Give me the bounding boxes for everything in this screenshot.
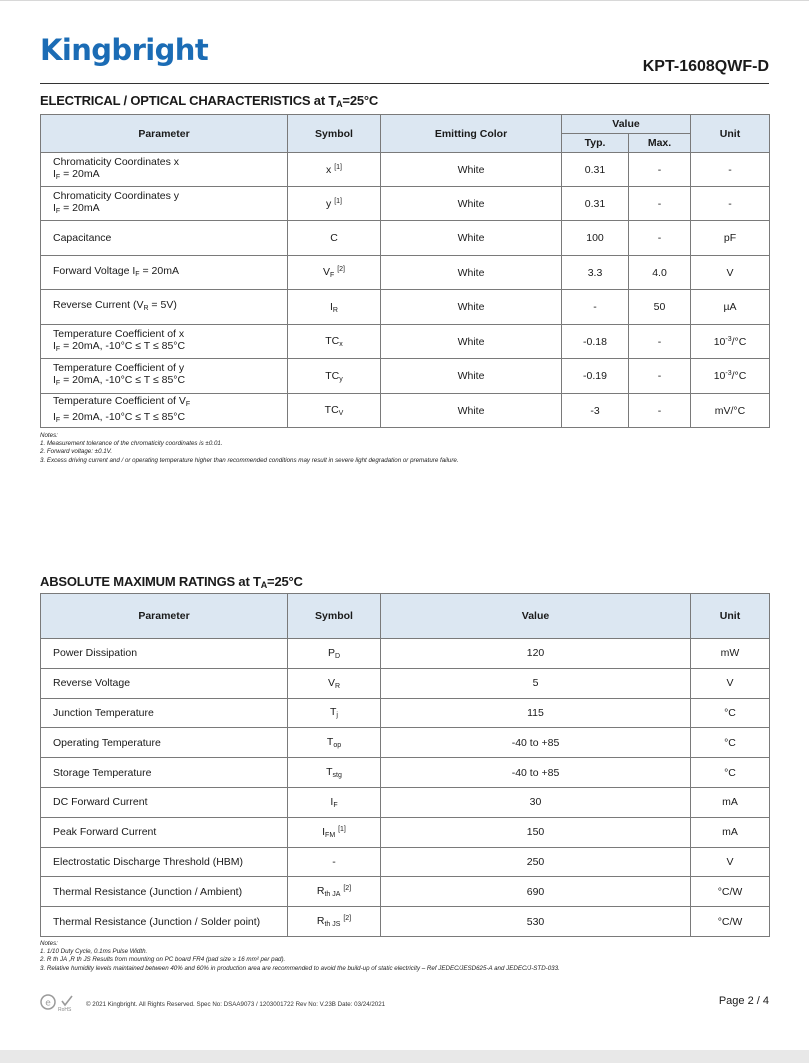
copyright-text: © 2021 Kingbright. All Rights Reserved. Spec No: DSAA9073 / 1203001722 Rev No: V.23B Date: 03/24/2021	[86, 1001, 386, 1008]
note-line: 1. 1/10 Duty Cycle, 0.1ms Pulse Width.	[40, 948, 148, 956]
parameter-cell: Thermal Resistance (Junction / Ambient)	[41, 877, 288, 907]
part-number: KPT-1608QWF-D	[642, 58, 769, 75]
unit-cell: °C	[691, 698, 770, 728]
text: = 5V)	[148, 299, 177, 311]
bottom-bar	[0, 1050, 809, 1063]
parameter-line	[53, 265, 287, 281]
symbol-cell	[288, 256, 381, 290]
subscript: y	[339, 375, 343, 383]
header-unit: Unit	[691, 115, 770, 153]
subscript: D	[334, 652, 341, 660]
text: 10	[713, 335, 726, 348]
subscript: R	[332, 306, 338, 314]
parameter-cell: DC Forward Current	[41, 787, 288, 817]
text: I	[53, 410, 56, 423]
parameter-cell: Power Dissipation	[41, 639, 288, 669]
typ-cell: -3	[562, 394, 629, 428]
absolute-maximum-ratings-table	[40, 593, 770, 937]
parameter-line	[53, 299, 287, 315]
table-row	[41, 728, 770, 758]
parameter-cell: Electrostatic Discharge Threshold (HBM)	[41, 847, 288, 877]
superscript: [1]	[338, 825, 346, 833]
symbol-cell	[288, 221, 381, 256]
parameter-line	[53, 190, 287, 202]
unit-cell: °C	[691, 758, 770, 788]
text: I	[53, 339, 56, 352]
table-row	[41, 256, 770, 290]
text: x	[326, 163, 332, 176]
text: Temperature Coefficient of x	[53, 327, 185, 340]
table-row	[41, 817, 770, 847]
text: pF	[723, 232, 737, 244]
text: Capacitance	[53, 232, 112, 244]
unit-cell	[691, 153, 770, 187]
text: I	[53, 167, 56, 180]
text: = 20mA	[139, 264, 179, 277]
symbol-cell	[288, 325, 381, 359]
max-cell: -	[629, 153, 691, 187]
header-symbol: Symbol	[288, 594, 381, 639]
parameter-cell: Reverse Voltage	[41, 668, 288, 698]
parameter-condition	[53, 411, 287, 427]
parameter-cell	[41, 290, 288, 325]
table-row	[41, 394, 770, 428]
unit-cell	[691, 256, 770, 290]
color-cell: White	[381, 256, 562, 290]
page-number: Page 2 / 4	[718, 995, 769, 1007]
unit-cell	[691, 325, 770, 359]
symbol-cell	[288, 668, 381, 698]
text: mV/°C	[714, 404, 746, 417]
text: = 20mA, -10°C ≤ T ≤ 85°C	[60, 374, 186, 386]
absolute-ratings-title: ABSOLUTE MAXIMUM RATINGS at $T_A=25^\circ C$	[40, 574, 303, 590]
text: T	[330, 706, 337, 719]
text: I	[322, 825, 326, 838]
symbol-cell	[288, 639, 381, 669]
subscript: F	[55, 416, 61, 424]
parameter-condition	[53, 374, 287, 390]
text: = 20mA, -10°C ≤ T ≤ 85°C	[60, 410, 186, 423]
superscript: [2]	[343, 915, 352, 923]
color-cell: White	[381, 359, 562, 394]
page-footer	[40, 993, 769, 1013]
symbol-cell	[288, 728, 381, 758]
superscript: [1]	[334, 163, 342, 171]
text: = 20mA, -10°C ≤ T ≤ 85°C	[60, 339, 186, 352]
symbol-cell	[288, 394, 381, 428]
note-line: 2. Forward voltage: ±0.1V.	[40, 448, 113, 456]
color-cell: White	[381, 153, 562, 187]
table-row	[41, 325, 770, 359]
unit-cell	[691, 187, 770, 221]
subscript: F	[185, 400, 191, 408]
subscript: F	[135, 270, 140, 278]
parameter-line	[53, 328, 287, 340]
max-cell: 50	[629, 290, 691, 325]
parameter-line	[53, 232, 287, 244]
table-row	[41, 698, 770, 728]
electrical-characteristics-table	[40, 114, 770, 428]
typ-cell: 0.31	[562, 187, 629, 221]
unit-cell: mA	[691, 787, 770, 817]
value-cell: -40 to +85	[381, 728, 691, 758]
svg-text:e: e	[45, 998, 51, 1009]
text: TC	[324, 404, 339, 416]
text: T	[326, 736, 334, 749]
parameter-cell	[41, 187, 288, 221]
text: V	[726, 266, 734, 279]
header-max: Max.	[629, 134, 691, 153]
parameter-cell: Peak Forward Current	[41, 817, 288, 847]
table-row	[41, 359, 770, 394]
header-unit: Unit	[691, 594, 770, 639]
value-cell: 530	[381, 907, 691, 937]
table-row	[41, 787, 770, 817]
text: I	[53, 374, 56, 386]
text: C	[330, 232, 338, 244]
subscript: x	[339, 341, 343, 348]
text: I	[330, 795, 334, 808]
table-row	[41, 187, 770, 221]
table-row	[41, 153, 770, 187]
typ-cell: -	[562, 290, 629, 325]
typ-cell: -0.19	[562, 359, 629, 394]
text: /°C	[731, 335, 747, 348]
symbol-cell	[288, 153, 381, 187]
text: V	[322, 266, 330, 278]
text: -	[332, 855, 336, 868]
value-cell: 150	[381, 817, 691, 847]
header-divider	[40, 83, 769, 84]
symbol-cell	[288, 758, 381, 788]
max-cell: 4.0	[629, 256, 691, 290]
text: Temperature Coefficient of y	[53, 362, 185, 374]
text: T	[326, 766, 333, 779]
parameter-condition	[53, 340, 287, 356]
symbol-cell	[288, 359, 381, 394]
top-border	[0, 0, 809, 1]
note-line: 2. R th JA ,R th JS Results from mounting on PC board FR4 (pad size ≥ 16 mm² per pad).	[40, 956, 286, 964]
subscript: stg	[332, 772, 342, 780]
subscript: F	[333, 801, 338, 809]
header-value: Value	[381, 594, 691, 639]
subscript: op	[333, 742, 342, 750]
typ-cell: -0.18	[562, 325, 629, 359]
electrical-notes	[40, 432, 459, 465]
table-row	[41, 877, 770, 907]
text: Temperature Coefficient of V	[53, 394, 186, 407]
text: TC	[325, 335, 340, 347]
symbol-cell	[288, 290, 381, 325]
unit-cell: °C	[691, 728, 770, 758]
note-line: Notes:	[40, 432, 58, 439]
text: Reverse Current (V	[53, 299, 144, 311]
superscript: [2]	[337, 266, 345, 273]
kingbright-logo: Kingbright	[40, 33, 209, 67]
unit-cell: V	[691, 847, 770, 877]
parameter-cell: Storage Temperature	[41, 758, 288, 788]
note-line: 3. Excess driving current and / or operating temperature higher than recommended conditions may result in severe light degradation or premature failure.	[40, 456, 459, 464]
subscript: th JA	[324, 891, 341, 899]
superscript: [2]	[343, 885, 352, 893]
parameter-line	[53, 362, 287, 374]
symbol-cell	[288, 817, 381, 847]
text: µA	[723, 301, 737, 313]
unit-cell	[691, 290, 770, 325]
color-cell: White	[381, 290, 562, 325]
note-line: Notes:	[40, 940, 58, 947]
parameter-cell: Operating Temperature	[41, 728, 288, 758]
parameter-cell: Junction Temperature	[41, 698, 288, 728]
table-row	[41, 847, 770, 877]
value-cell: 115	[381, 698, 691, 728]
unit-cell: V	[691, 668, 770, 698]
parameter-cell	[41, 359, 288, 394]
typ-cell: 100	[562, 221, 629, 256]
parameter-cell	[41, 153, 288, 187]
subscript: R	[143, 305, 149, 312]
text: R	[316, 915, 325, 928]
text: y	[326, 197, 332, 210]
text: -	[728, 163, 732, 176]
note-line: 1. Measurement tolerance of the chromaticity coordinates is ±0.01.	[40, 440, 223, 448]
text: Chromaticity Coordinates x	[53, 155, 180, 168]
unit-cell: °C/W	[691, 907, 770, 937]
unit-cell: mW	[691, 639, 770, 669]
typ-cell: 0.31	[562, 153, 629, 187]
unit-cell: °C/W	[691, 877, 770, 907]
symbol-cell	[288, 877, 381, 907]
text: I	[53, 201, 56, 214]
symbol-cell	[288, 847, 381, 877]
subscript: R	[334, 682, 341, 690]
superscript: [1]	[334, 197, 342, 205]
value-cell: 250	[381, 847, 691, 877]
unit-cell: mA	[691, 817, 770, 847]
parameter-cell	[41, 221, 288, 256]
text: /°C	[731, 370, 747, 382]
text: V	[327, 676, 335, 689]
max-cell: -	[629, 325, 691, 359]
subscript: F	[55, 207, 61, 215]
subscript: F	[55, 345, 61, 353]
parameter-cell	[41, 394, 288, 428]
parameter-cell: Thermal Resistance (Junction / Solder point)	[41, 907, 288, 937]
subscript: F	[330, 272, 335, 279]
color-cell: White	[381, 325, 562, 359]
text: Chromaticity Coordinates y	[53, 189, 180, 202]
value-cell: 5	[381, 668, 691, 698]
max-cell: -	[629, 221, 691, 256]
symbol-cell	[288, 187, 381, 221]
max-cell: -	[629, 394, 691, 428]
unit-cell	[691, 221, 770, 256]
text: = 20mA	[60, 201, 100, 214]
electrical-section-title: ELECTRICAL / OPTICAL CHARACTERISTICS at $T_A=25^\circ C$	[40, 93, 379, 109]
header-typ: Typ.	[562, 134, 629, 153]
absolute-ratings-notes	[40, 940, 560, 973]
header-symbol: Symbol	[288, 115, 381, 153]
subscript: FM	[325, 831, 336, 839]
note-line: 3. Relative humidity levels maintained between 40% and 60% in production area are recommended to avoid the build-up of static electricity – Ref JEDEC/JESD625-A and JEDEC/J-STD-033.	[40, 964, 560, 972]
value-cell: 30	[381, 787, 691, 817]
table-row	[41, 758, 770, 788]
table-row	[41, 639, 770, 669]
parameter-condition	[53, 168, 287, 184]
color-cell: White	[381, 394, 562, 428]
rohs-label: RoHS	[58, 1007, 72, 1013]
header-parameter: Parameter	[41, 594, 288, 639]
text: -	[728, 197, 732, 210]
text: I	[330, 300, 333, 313]
value-cell: 120	[381, 639, 691, 669]
table-row	[41, 668, 770, 698]
max-cell: -	[629, 187, 691, 221]
header-parameter: Parameter	[41, 115, 288, 153]
text: R	[316, 885, 325, 898]
subscript: F	[55, 173, 61, 181]
unit-cell	[691, 394, 770, 428]
subscript: th JS	[324, 921, 341, 929]
symbol-cell	[288, 698, 381, 728]
superscript: -3	[725, 335, 732, 343]
symbol-cell	[288, 787, 381, 817]
unit-cell	[691, 359, 770, 394]
color-cell: White	[381, 187, 562, 221]
header-value: Value	[562, 115, 691, 134]
typ-cell: 3.3	[562, 256, 629, 290]
parameter-cell	[41, 256, 288, 290]
symbol-cell	[288, 907, 381, 937]
subscript: V	[338, 410, 344, 417]
text: 10	[713, 370, 726, 382]
table-row	[41, 290, 770, 325]
parameter-line	[53, 156, 287, 168]
table-row	[41, 221, 770, 256]
color-cell: White	[381, 221, 562, 256]
max-cell: -	[629, 359, 691, 394]
text: P	[327, 646, 335, 659]
text: = 20mA	[60, 167, 100, 180]
parameter-cell	[41, 325, 288, 359]
subscript: j	[336, 712, 338, 720]
subscript: F	[55, 380, 61, 387]
table-row	[41, 907, 770, 937]
text: TC	[325, 369, 340, 382]
value-cell: -40 to +85	[381, 758, 691, 788]
text: Forward Voltage I	[53, 264, 136, 277]
parameter-condition	[53, 202, 287, 218]
parameter-line	[53, 395, 287, 411]
value-cell: 690	[381, 877, 691, 907]
compliance-icons	[40, 993, 80, 1018]
header-emitting-color: Emitting Color	[381, 115, 562, 153]
superscript: -3	[725, 370, 732, 377]
